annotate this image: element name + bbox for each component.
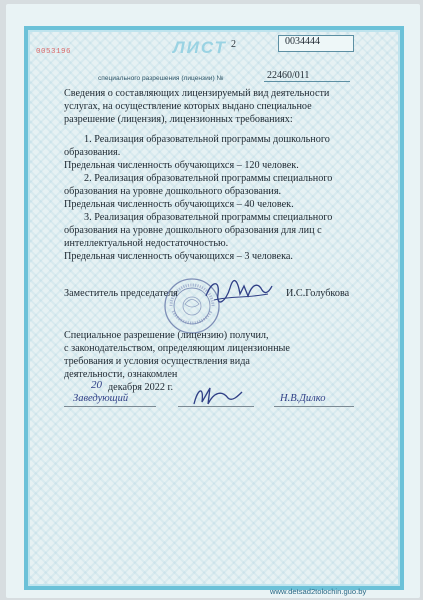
intro-line: Сведения о составляющих лицензируемый вид деятельности xyxy=(64,88,330,99)
item-2-line: образования на уровне дошкольного образования. xyxy=(64,186,282,197)
serial-number: 0053196 xyxy=(36,48,72,56)
item-2-limit: Предельная численность обучающихся – 40 человек. xyxy=(64,199,294,210)
sheet-number: 2 xyxy=(231,39,236,50)
item-3-line: 3. Реализация образовательной программы специального xyxy=(84,212,333,223)
license-number-underline xyxy=(264,81,350,82)
signatory-signature xyxy=(202,276,274,306)
receiver-position: Заведующий xyxy=(73,393,129,404)
form-number: 0034444 xyxy=(285,36,320,47)
acknowledgement-line: требования и условия осуществления вида xyxy=(64,356,250,367)
signatory-position: Заместитель председателя xyxy=(64,288,178,299)
date-day: 20 xyxy=(91,379,102,391)
signatory-name: И.С.Голубкова xyxy=(286,288,350,299)
item-1-line: образования. xyxy=(64,147,121,158)
acknowledgement-line: Специальное разрешение (лицензию) получил, xyxy=(64,330,269,341)
license-number: 22460/011 xyxy=(267,70,310,81)
license-subheading: специального разрешения (лицензии) № xyxy=(98,75,224,82)
acknowledgement-line: деятельности, ознакомлен xyxy=(64,369,178,380)
receiver-name-line xyxy=(274,406,354,407)
website-watermark: www.detsad2tolochin.guo.by xyxy=(270,587,367,596)
item-1-line: 1. Реализация образовательной программы дошкольного xyxy=(84,134,330,145)
item-1-limit: Предельная численность обучающихся – 120 человек. xyxy=(64,160,299,171)
item-3-line: образования на уровне дошкольного образования для лиц с xyxy=(64,225,322,236)
receiver-signature-line xyxy=(178,406,254,407)
item-2-line: 2. Реализация образовательной программы специального xyxy=(84,173,333,184)
decorative-frame xyxy=(24,26,404,590)
sheet-heading: ЛИСТ xyxy=(173,38,227,57)
date-rest: декабря 2022 г. xyxy=(108,382,174,393)
acknowledgement-line: с законодательством, определяющим лицензионные xyxy=(64,343,290,354)
license-sheet xyxy=(6,4,420,598)
item-3-line: интеллектуальной недостаточностью. xyxy=(64,238,229,249)
item-3-limit: Предельная численность обучающихся – 3 человека. xyxy=(64,251,293,262)
intro-line: разрешение (лицензия), лицензионных требованиях: xyxy=(64,114,293,125)
receiver-position-line xyxy=(64,406,156,407)
intro-line: услугах, на осуществление которых выдано специальное xyxy=(64,101,312,112)
receiver-name: Н.В.Дилко xyxy=(280,393,326,404)
